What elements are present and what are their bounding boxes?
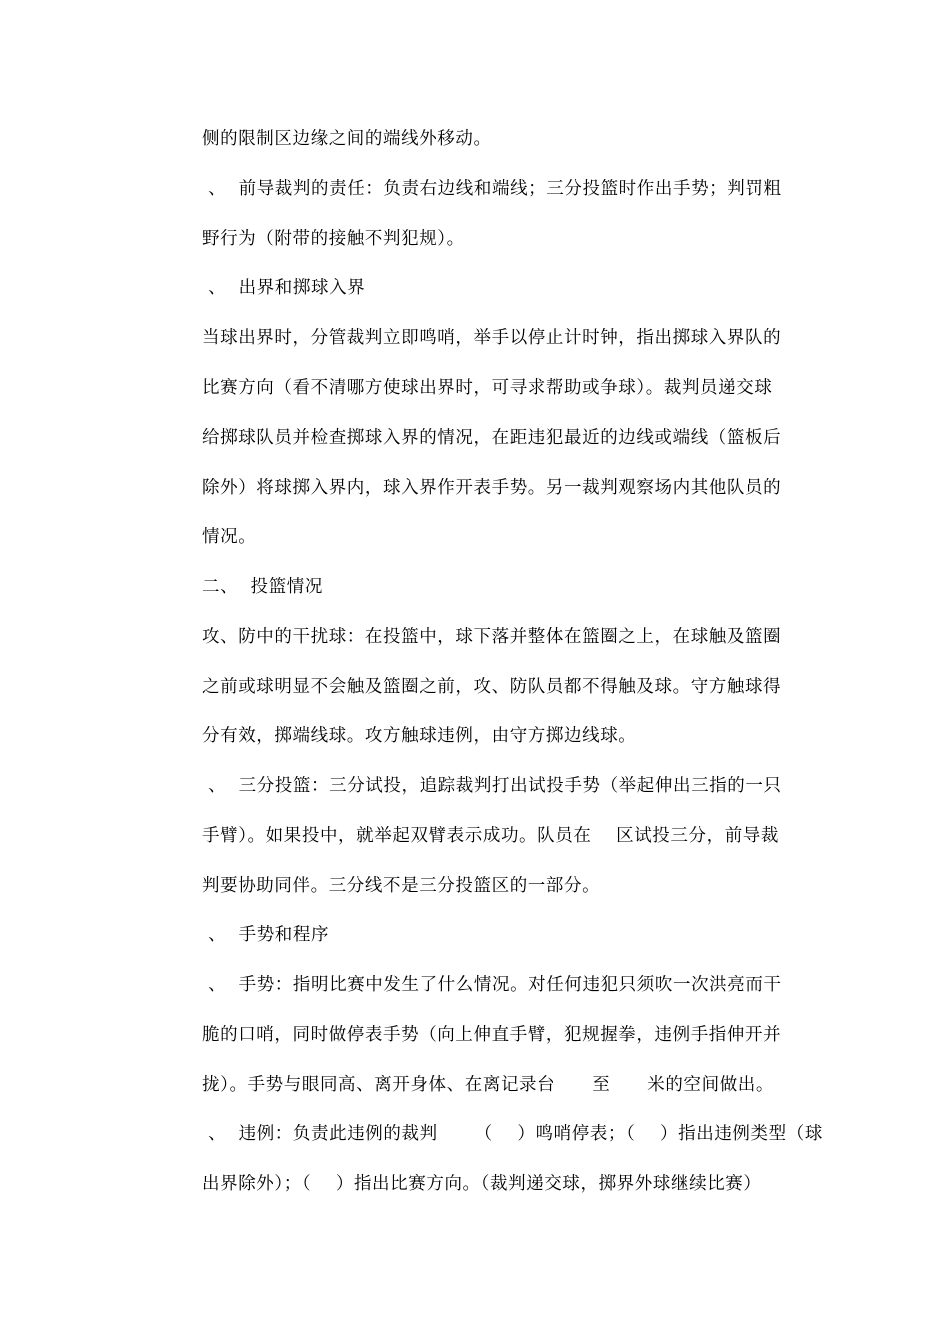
text-line: 情况。	[202, 527, 257, 547]
text-line: 野行为（附带的接触不判犯规）。	[202, 229, 465, 249]
text-line: 脆的口哨，同时做停表手势（向上伸直手臂，犯规握拳，违例手指伸开并	[202, 1025, 782, 1045]
section-heading: 、 出界和掷球入界	[202, 278, 366, 298]
text-line: 拢）。手势与眼同高、离开身体、在离记录台 至 米的空间做出。	[202, 1075, 775, 1095]
text-line: 、 违例：负责此违例的裁判 （ ）鸣哨停表；（ ）指出违例类型（球	[202, 1124, 823, 1144]
text-line: 分有效，掷端线球。攻方触球违例，由守方掷边线球。	[202, 726, 637, 746]
text-line: 给掷球队员并检查掷球入界的情况，在距违犯最近的边线或端线（篮板后	[202, 428, 782, 448]
text-line: 手臂）。如果投中，就举起双臂表示成功。队员在 区试投三分，前导裁	[202, 826, 779, 846]
text-line: 之前或球明显不会触及篮圈之前，攻、防队员都不得触及球。守方触球得	[202, 677, 782, 697]
text-line: 、 前导裁判的责任：负责右边线和端线；三分投篮时作出手势；判罚粗	[202, 179, 782, 199]
section-heading: 二、 投篮情况	[202, 577, 323, 597]
section-heading: 、 手势和程序	[202, 925, 330, 945]
text-line: 侧的限制区边缘之间的端线外移动。	[202, 129, 492, 149]
text-line: 判要协助同伴。三分线不是三分投篮区的一部分。	[202, 876, 601, 896]
text-line: 、 三分投篮：三分试投，追踪裁判打出试投手势（举起伸出三指的一只	[202, 776, 782, 796]
text-line: 当球出界时，分管裁判立即鸣哨，举手以停止计时钟，指出掷球入界队的	[202, 328, 782, 348]
text-line: 攻、防中的干扰球：在投篮中，球下落并整体在篮圈之上，在球触及篮圈	[202, 627, 782, 647]
text-line: 比赛方向（看不清哪方使球出界时，可寻求帮助或争球）。裁判员递交球	[202, 378, 773, 398]
text-line: 、 手势：指明比赛中发生了什么情况。对任何违犯只须吹一次洪亮而干	[202, 975, 782, 995]
text-line: 除外）将球掷入界内，球入界作开表手势。另一裁判观察场内其他队员的	[202, 478, 782, 498]
text-line: 出界除外）；（ ）指出比赛方向。（裁判递交球，掷界外球继续比赛）	[202, 1174, 762, 1194]
